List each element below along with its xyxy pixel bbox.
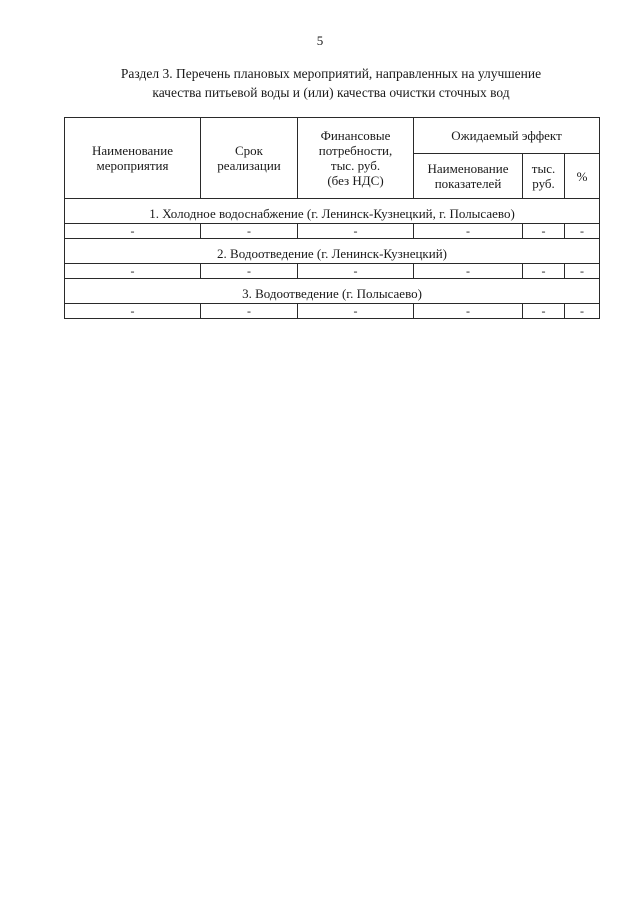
section-title-cell: 1. Холодное водоснабжение (г. Ленинск-Кузнецкий, г. Полысаево) [65,199,600,224]
cell-rub: - [523,304,565,319]
page-number: 5 [316,33,324,48]
cell-indicators: - [414,264,523,279]
header-row-1 [65,118,600,154]
cell-rub: - [523,224,565,239]
header-indicators: Наименование показателей [414,154,523,199]
cell-percent: - [565,224,600,239]
table-row [65,304,600,319]
section-title [40,64,622,102]
cell-finance: - [298,264,414,279]
cell-indicators: - [414,304,523,319]
section-row-3 [65,279,600,304]
header-expected-effect: Ожидаемый эффект [414,118,600,154]
section-title-line-2: качества питьевой воды и (или) качества очистки сточных вод [152,85,510,100]
cell-indicators: - [414,224,523,239]
section-title-cell: 3. Водоотведение (г. Полысаево) [65,279,600,304]
cell-rub: - [523,264,565,279]
cell-percent: - [565,264,600,279]
cell-term: - [201,264,298,279]
cell-finance: - [298,304,414,319]
cell-finance: - [298,224,414,239]
table-row [65,224,600,239]
cell-name: - [65,304,201,319]
section-row-2 [65,239,600,264]
header-finance: Финансовые потребности, тыс. руб. (без НДС) [298,118,414,199]
cell-name: - [65,224,201,239]
plan-table [64,117,600,319]
header-percent: % [565,154,600,199]
section-row-1 [65,199,600,224]
header-name: Наименование мероприятия [65,118,201,199]
cell-term: - [201,224,298,239]
header-term: Срок реализации [201,118,298,199]
section-title-line-1: Раздел 3. Перечень плановых мероприятий, направленных на улучшение [120,66,542,81]
header-thousand-rub: тыс. руб. [523,154,565,199]
section-title-cell: 2. Водоотведение (г. Ленинск-Кузнецкий) [65,239,600,264]
table-row [65,264,600,279]
cell-percent: - [565,304,600,319]
cell-term: - [201,304,298,319]
cell-name: - [65,264,201,279]
